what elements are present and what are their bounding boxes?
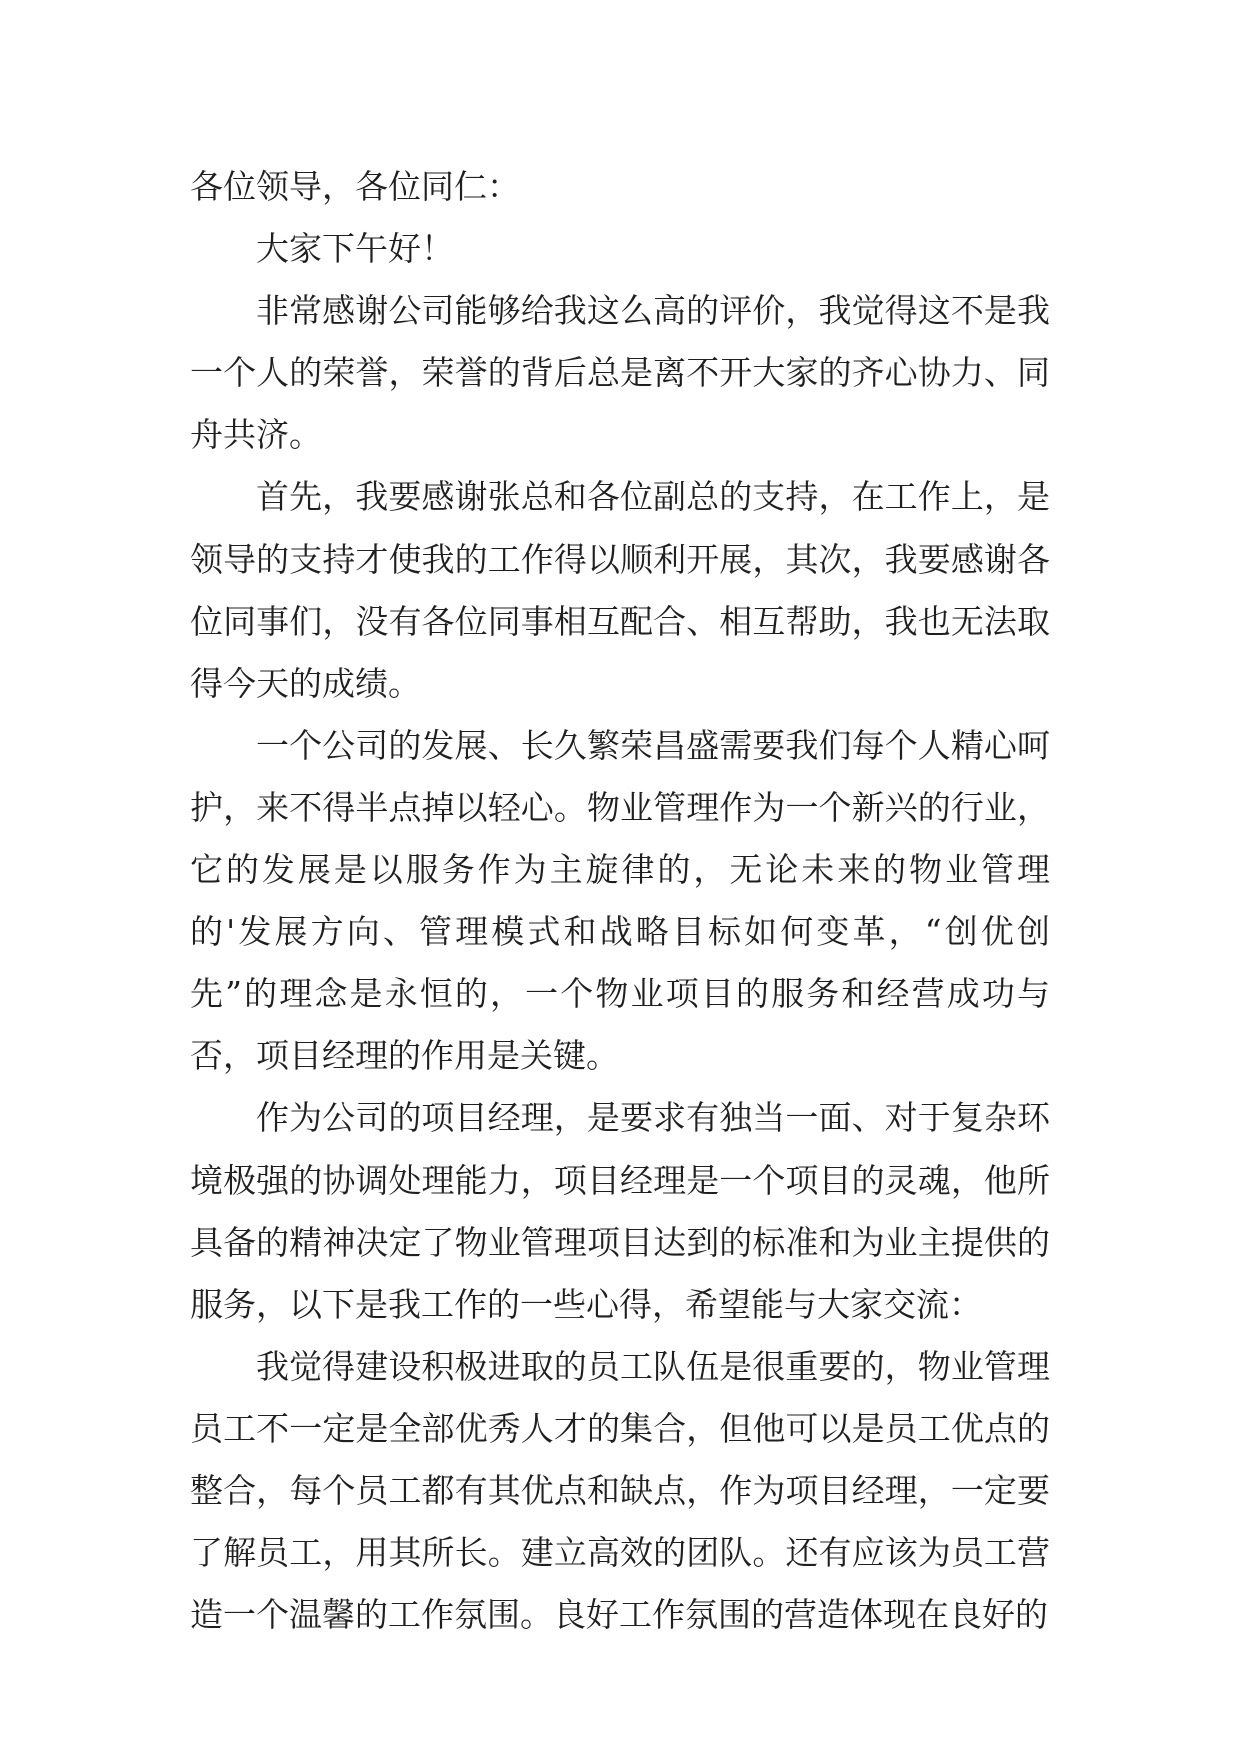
team-building-paragraph: 我觉得建设积极进取的员工队伍是很重要的，物业管理员工不一定是全部优秀人才的集合，但他可以是员工优点的整合，每个员工都有其优点和缺点，作为项目经理，一定要了解员工，用其所长。建立高效的团队。还有应该为员工营造一个温馨的工作氛围。良好工作氛围的营造体现在良好的 (190, 1346, 1050, 1635)
acknowledgement-paragraph: 首先，我要感谢张总和各位副总的支持，在工作上，是领导的支持才使我的工作得以顺利开展，其次，我要感谢各位同事们，没有各位同事相互配合、相互帮助，我也无法取得今天的成绩。 (190, 477, 1050, 703)
greeting-paragraph: 大家下午好！ (256, 229, 454, 269)
thanks-paragraph: 非常感谢公司能够给我这么高的评价，我觉得这不是我一个人的荣誉，荣誉的背后总是离不开大家的齐心协力、同舟共济。 (190, 291, 1050, 455)
company-development-paragraph: 一个公司的发展、长久繁荣昌盛需要我们每个人精心呵护，来不得半点掉以轻心。物业管理作为一个新兴的行业，它的发展是以服务作为主旋律的，无论未来的物业管理的'发展方向、管理模式和战略目标如何变革，“创优创先”的理念是永恒的，一个物业项目的服务和经营成功与否，项目经理的作用是关键。 (190, 725, 1050, 1076)
document-body (190, 156, 1050, 1646)
project-manager-paragraph: 作为公司的项目经理，是要求有独当一面、对于复杂环境极强的协调处理能力，项目经理是一个项目的灵魂，他所具备的精神决定了物业管理项目达到的标准和为业主提供的服务，以下是我工作的一些心得，希望能与大家交流： (190, 1098, 1050, 1324)
salutation: 各位领导，各位同仁： (190, 167, 520, 206)
